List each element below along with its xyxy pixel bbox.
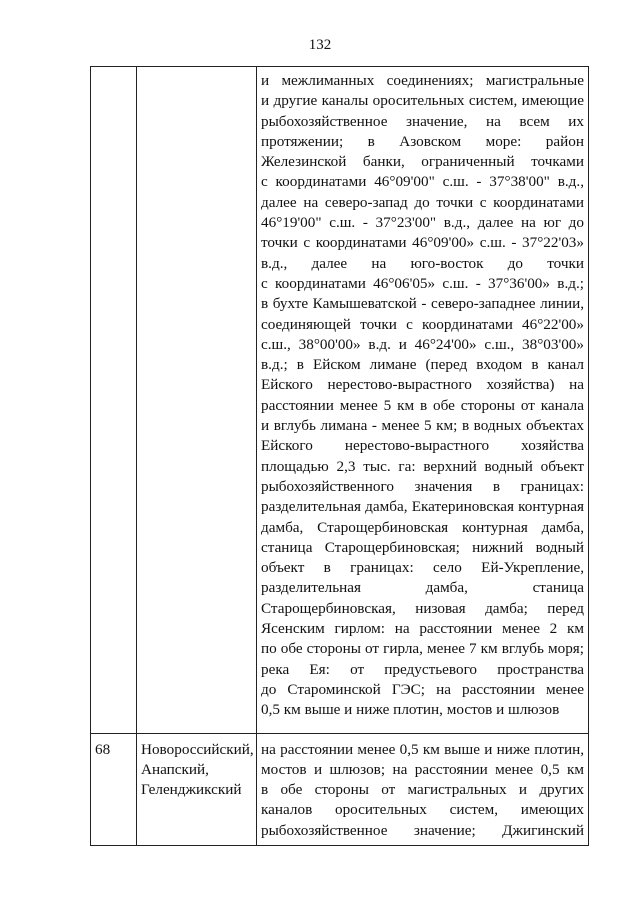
text-line: и вглубь лимана - менее 5 км; в водных объектах bbox=[261, 417, 584, 435]
text-line: разделительная дамба, Екатериновская контурная bbox=[261, 498, 584, 516]
row-number: 68 bbox=[95, 740, 111, 758]
district-names bbox=[141, 67, 254, 73]
text-line: каналов оросительных систем, имеющих bbox=[261, 801, 584, 819]
district-line: Новороссийский, bbox=[141, 740, 254, 758]
page-number: 132 bbox=[308, 37, 332, 53]
text-line: в обе стороны от магистральных и других bbox=[261, 781, 584, 799]
table-row bbox=[91, 733, 589, 845]
description-cell bbox=[257, 67, 589, 734]
description-cell bbox=[257, 733, 589, 845]
text-line: по обе стороны от гирла, менее 7 км вглубь моря; bbox=[261, 640, 584, 658]
text-line: в.д., далее на юго-восток до точки bbox=[261, 254, 584, 272]
text-line: рыбохозяйственное значение, на всем их bbox=[261, 112, 584, 130]
text-line: в бухте Камышеватской - северо-западнее линии, bbox=[261, 295, 584, 313]
text-line: рыбохозяйственное значение; Джигинский bbox=[261, 821, 584, 839]
text-line: с координатами 46°09'00" с.ш. - 37°38'00" в.д., bbox=[261, 173, 584, 191]
text-line: Старощербиновская, низовая дамба; перед bbox=[261, 599, 584, 617]
text-line: с.ш., 38°00'00» в.д. и 46°24'00» с.ш., 38°03'00» bbox=[261, 335, 584, 353]
text-line: дамба, Старощербиновская контурная дамба, bbox=[261, 518, 584, 536]
text-line: до Староминской ГЭС; на расстоянии менее bbox=[261, 680, 584, 698]
document-table bbox=[90, 66, 589, 846]
text-line: объект в границах: село Ей-Укрепление, bbox=[261, 559, 584, 577]
district-names bbox=[141, 734, 254, 801]
row-number-cell bbox=[91, 733, 137, 845]
text-line: соединяющей точки с координатами 46°22'00» bbox=[261, 315, 584, 333]
district-cell bbox=[137, 67, 257, 734]
text-line: Ейского нерестово-вырастного хозяйства) на bbox=[261, 376, 584, 394]
district-line: Геленджикский bbox=[141, 781, 242, 799]
text-line: 46°19'00" с.ш. - 37°23'00" в.д., далее на юг до bbox=[261, 214, 584, 232]
text-line: Ейского нерестово-вырастного хозяйства bbox=[261, 437, 584, 455]
text-line: река Ея: от предустьевого пространства bbox=[261, 660, 584, 678]
text-line: точки с координатами 46°09'00» с.ш. - 37°22'03» bbox=[261, 234, 584, 252]
row-number bbox=[95, 67, 134, 73]
text-line: протяжении; в Азовском море: район bbox=[261, 132, 584, 150]
text-line: станица Старощербиновская; нижний водный bbox=[261, 538, 584, 556]
text-line: 0,5 км выше и ниже плотин, мостов и шлюзов bbox=[261, 701, 560, 719]
district-line: Анапский, bbox=[141, 760, 209, 778]
text-line: площадью 2,3 тыс. га: верхний водный объект bbox=[261, 457, 584, 475]
text-line: с координатами 46°06'05» с.ш. - 37°36'00» в.д.; bbox=[261, 274, 584, 292]
description-text bbox=[261, 67, 584, 733]
district-cell bbox=[137, 733, 257, 845]
table-row bbox=[91, 67, 589, 734]
text-line: разделительная дамба, станица bbox=[261, 579, 584, 597]
description-text bbox=[261, 734, 584, 845]
text-line: в.д.; в Ейском лимане (перед входом в канал bbox=[261, 356, 584, 374]
text-line: далее на северо-запад до точки с координатами bbox=[261, 193, 584, 211]
text-line: и другие каналы оросительных систем, имеющие bbox=[261, 92, 584, 110]
text-line: Железинской банки, ограниченный точками bbox=[261, 153, 584, 171]
row-number-cell bbox=[91, 67, 137, 734]
text-line: Ясенским гирлом: на расстоянии менее 2 км bbox=[261, 620, 584, 638]
text-line: рыбохозяйственного значения в границах: bbox=[261, 477, 584, 495]
text-line: и межлиманных соединениях; магистральные bbox=[261, 72, 584, 89]
text-line: на расстоянии менее 0,5 км выше и ниже плотин, bbox=[261, 740, 584, 758]
text-line: мостов и шлюзов; на расстоянии менее 0,5 км bbox=[261, 760, 584, 778]
text-line: расстоянии менее 5 км в обе стороны от канала bbox=[261, 396, 584, 414]
